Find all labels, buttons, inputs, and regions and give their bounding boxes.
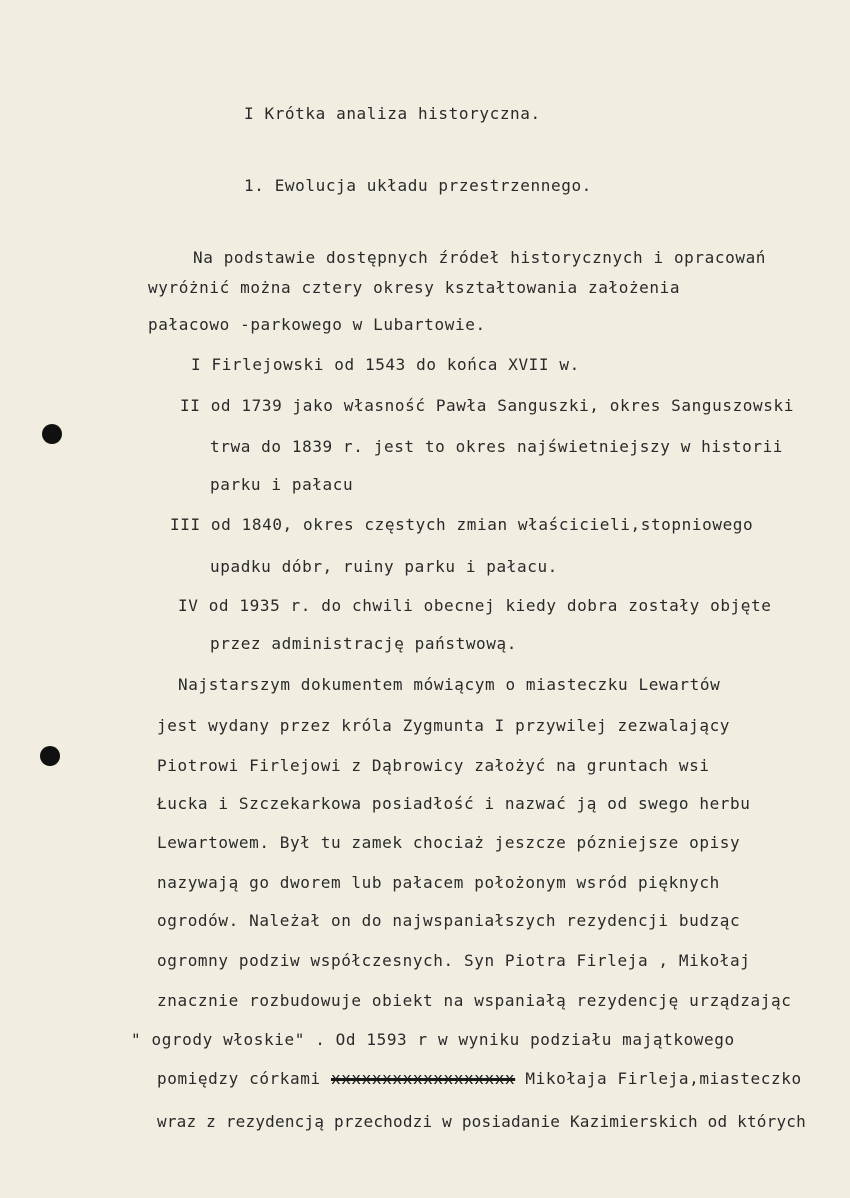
punch-hole: [42, 424, 62, 444]
body-line: Najstarszym dokumentem mówiącym o miasteczku Lewartów: [178, 675, 721, 694]
period-line: II od 1739 jako własność Pawła Sanguszki, okres Sanguszowski: [180, 396, 794, 415]
period-line: trwa do 1839 r. jest to okres najświetniejszy w historii: [210, 437, 784, 456]
paragraph-line: pałacowo -parkowego w Lubartowie.: [148, 315, 486, 334]
body-line-with-strikethrough: [157, 1069, 802, 1089]
body-line: nazywają go dworem lub pałacem położonym wsród pięknych: [157, 873, 720, 892]
body-line: ogrodów. Należał on do najwspaniałszych rezydencji budząc: [157, 911, 741, 930]
struck-out-text: xxxxxxxxxxxxxxxxxx: [330, 1069, 516, 1088]
body-line: Piotrowi Firlejowi z Dąbrowicy założyć na gruntach wsi: [157, 756, 710, 775]
period-line: upadku dóbr, ruiny parku i pałacu.: [210, 557, 558, 576]
body-line: Łucka i Szczekarkowa posiadłość i nazwać ją od swego herbu: [157, 794, 751, 813]
period-line: IV od 1935 r. do chwili obecnej kiedy dobra zostały objęte: [178, 596, 772, 615]
paragraph-line: Na podstawie dostępnych źródeł historycznych i opracowań: [193, 248, 767, 267]
period-line: III od 1840, okres częstych zmian właścicieli,stopniowego: [170, 515, 754, 534]
period-line: I Firlejowski od 1543 do końca XVII w.: [191, 355, 580, 374]
line-text: pomiędzy córkami: [157, 1069, 331, 1088]
body-line: znacznie rozbudowuje obiekt na wspaniałą rezydencję urządzając: [157, 991, 792, 1010]
body-line: Lewartowem. Był tu zamek chociaż jeszcze pózniejsze opisy: [157, 833, 741, 852]
body-line: jest wydany przez króla Zygmunta I przywilej zezwalający: [157, 716, 731, 735]
period-line: przez administrację państwową.: [210, 634, 517, 653]
body-line: " ogrody włoskie" . Od 1593 r w wyniku podziału majątkowego: [131, 1030, 735, 1049]
body-line: wraz z rezydencją przechodzi w posiadanie Kazimierskich od których: [157, 1112, 806, 1131]
body-line: ogromny podziw współczesnych. Syn Piotra Firleja , Mikołaj: [157, 951, 751, 970]
paragraph-line: wyróżnić można cztery okresy kształtowania założenia: [148, 278, 681, 297]
period-line: parku i pałacu: [210, 475, 354, 494]
punch-hole: [40, 746, 60, 766]
line-text: Mikołaja Firleja,miasteczko: [515, 1069, 802, 1088]
document-title: I Krótka analiza historyczna.: [244, 104, 541, 123]
section-heading: 1. Ewolucja układu przestrzennego.: [244, 176, 592, 195]
